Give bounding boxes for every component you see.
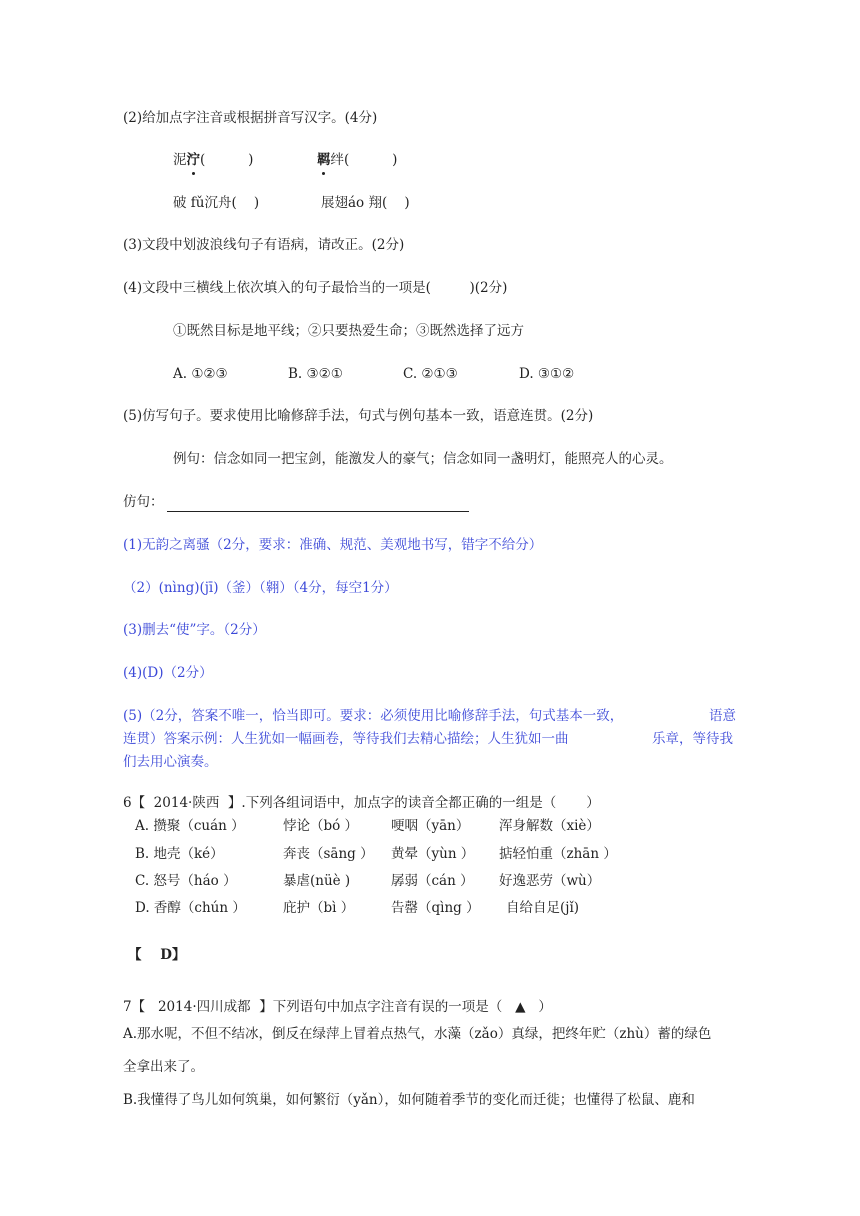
answer-5-line1-tail: 语意 [709, 708, 736, 724]
q6-row-c-col3: 孱弱（cán ） [391, 873, 474, 889]
q4-title: (4)文段中三横线上依次填入的句子最恰当的一项是( )(2分) [123, 280, 508, 296]
q4-option-a: A. ①②③ [173, 366, 228, 382]
answer-5-line1: (5)（2分，答案不唯一，恰当即可。要求：必须使用比喻修辞手法，句式基本一致， [123, 708, 624, 724]
q6-row-a-col1: A. 攒聚（cuán ） [135, 818, 245, 834]
answer-4: (4)(D)（2分） [123, 665, 213, 681]
q6-row-d-col4: 自给自足(jǐ) [506, 900, 580, 916]
q4-option-d: D. ③①② [519, 366, 575, 382]
q7-option-a-line1: A.那水呢，不但不结冰，倒反在绿萍上冒着点热气，水藻（zǎo）真绿，把终年贮（zhù）蓄的绿色 [123, 1026, 712, 1042]
answer-3: (3)删去“使”字。（2分） [123, 622, 266, 638]
q7-option-b-line1: B.我懂得了鸟儿如何筑巢，如何繁衍（yǎn），如何随着季节的变化而迁徙；也懂得了松鼠、鹿和 [123, 1092, 695, 1108]
q2-item-jiban: 羁绊( ) [317, 152, 398, 168]
answer-5-line3: 们去用心演奏。 [123, 754, 218, 770]
q6-row-c-col1: C. 怒号（háo ） [135, 873, 237, 889]
answer-2: （2）(nìng)(jī)（釜）（翱）（4分，每空1分） [123, 580, 398, 596]
q5-example: 例句：信念如同一把宝剑，能激发人的豪气；信念如同一盏明灯，能照亮人的心灵。 [173, 451, 673, 467]
q2-title: (2)给加点字注音或根据拼音写汉字。(4分) [123, 110, 378, 126]
q3-title: (3)文段中划波浪线句子有语病，请改正。(2分) [123, 237, 405, 253]
q6-row-d-col1: D. 香醇（chún ） [135, 900, 246, 916]
q4-option-b: B. ③②① [288, 366, 343, 382]
q5-title: (5)仿写句子。要求使用比喻修辞手法，句式与例句基本一致，语意连贯。(2分) [123, 408, 594, 424]
q6-row-b-col4: 掂轻怕重（zhān ） [499, 846, 617, 862]
q2-item-pofu: 破 fǔ沉舟( ) [173, 195, 260, 211]
answer-1: (1)无韵之离骚（2分，要求：准确、规范、美观地书写，错字不给分） [123, 537, 543, 553]
q4-sentences: ①既然目标是地平线；②只要热爱生命；③既然选择了远方 [173, 323, 524, 339]
answer-5-line2: 连贯）答案示例：人生犹如一幅画卷，等待我们去精心描绘；人生犹如一曲 [123, 731, 569, 747]
q6-row-c-col4: 好逸恶劳（wù） [499, 873, 601, 889]
q6-row-b-col2: 奔丧（sāng ） [283, 846, 374, 862]
q6-row-a-col4: 浑身解数（xiè） [499, 818, 600, 834]
q6-row-d-col2: 庇护（bì ） [283, 900, 355, 916]
q7-heading: 7【 2014·四川成都 】下列语句中加点字注音有误的一项是（ ▲ ） [123, 999, 552, 1015]
q4-option-c: C. ②①③ [403, 366, 458, 382]
q6-heading: 6【 2014·陕西 】.下列各组词语中，加点字的读音全都正确的一组是（ ） [123, 795, 600, 811]
q5-answer-underline [167, 511, 469, 512]
q6-answer: 【 D】 [128, 947, 186, 963]
q6-row-a-col2: 悖论（bó ） [283, 818, 359, 834]
q7-option-a-line2: 全拿出来了。 [123, 1059, 204, 1075]
q2-item-niningpin: 泥泞( ) [173, 152, 254, 168]
q6-row-b-col3: 黄晕（yùn ） [391, 846, 475, 862]
q6-row-d-col3: 告罄（qìng ） [391, 900, 480, 916]
q6-row-c-col2: 暴虐(nüè ) [283, 873, 351, 889]
q5-imitate-label: 仿句： [123, 494, 164, 510]
q2-item-aoxiang: 展翅áo 翔( ) [321, 195, 410, 211]
answer-5-line2-tail: 乐章，等待我 [652, 731, 733, 747]
q6-row-a-col3: 哽咽（yān） [391, 818, 470, 834]
q6-row-b-col1: B. 地壳（ké） [135, 846, 224, 862]
